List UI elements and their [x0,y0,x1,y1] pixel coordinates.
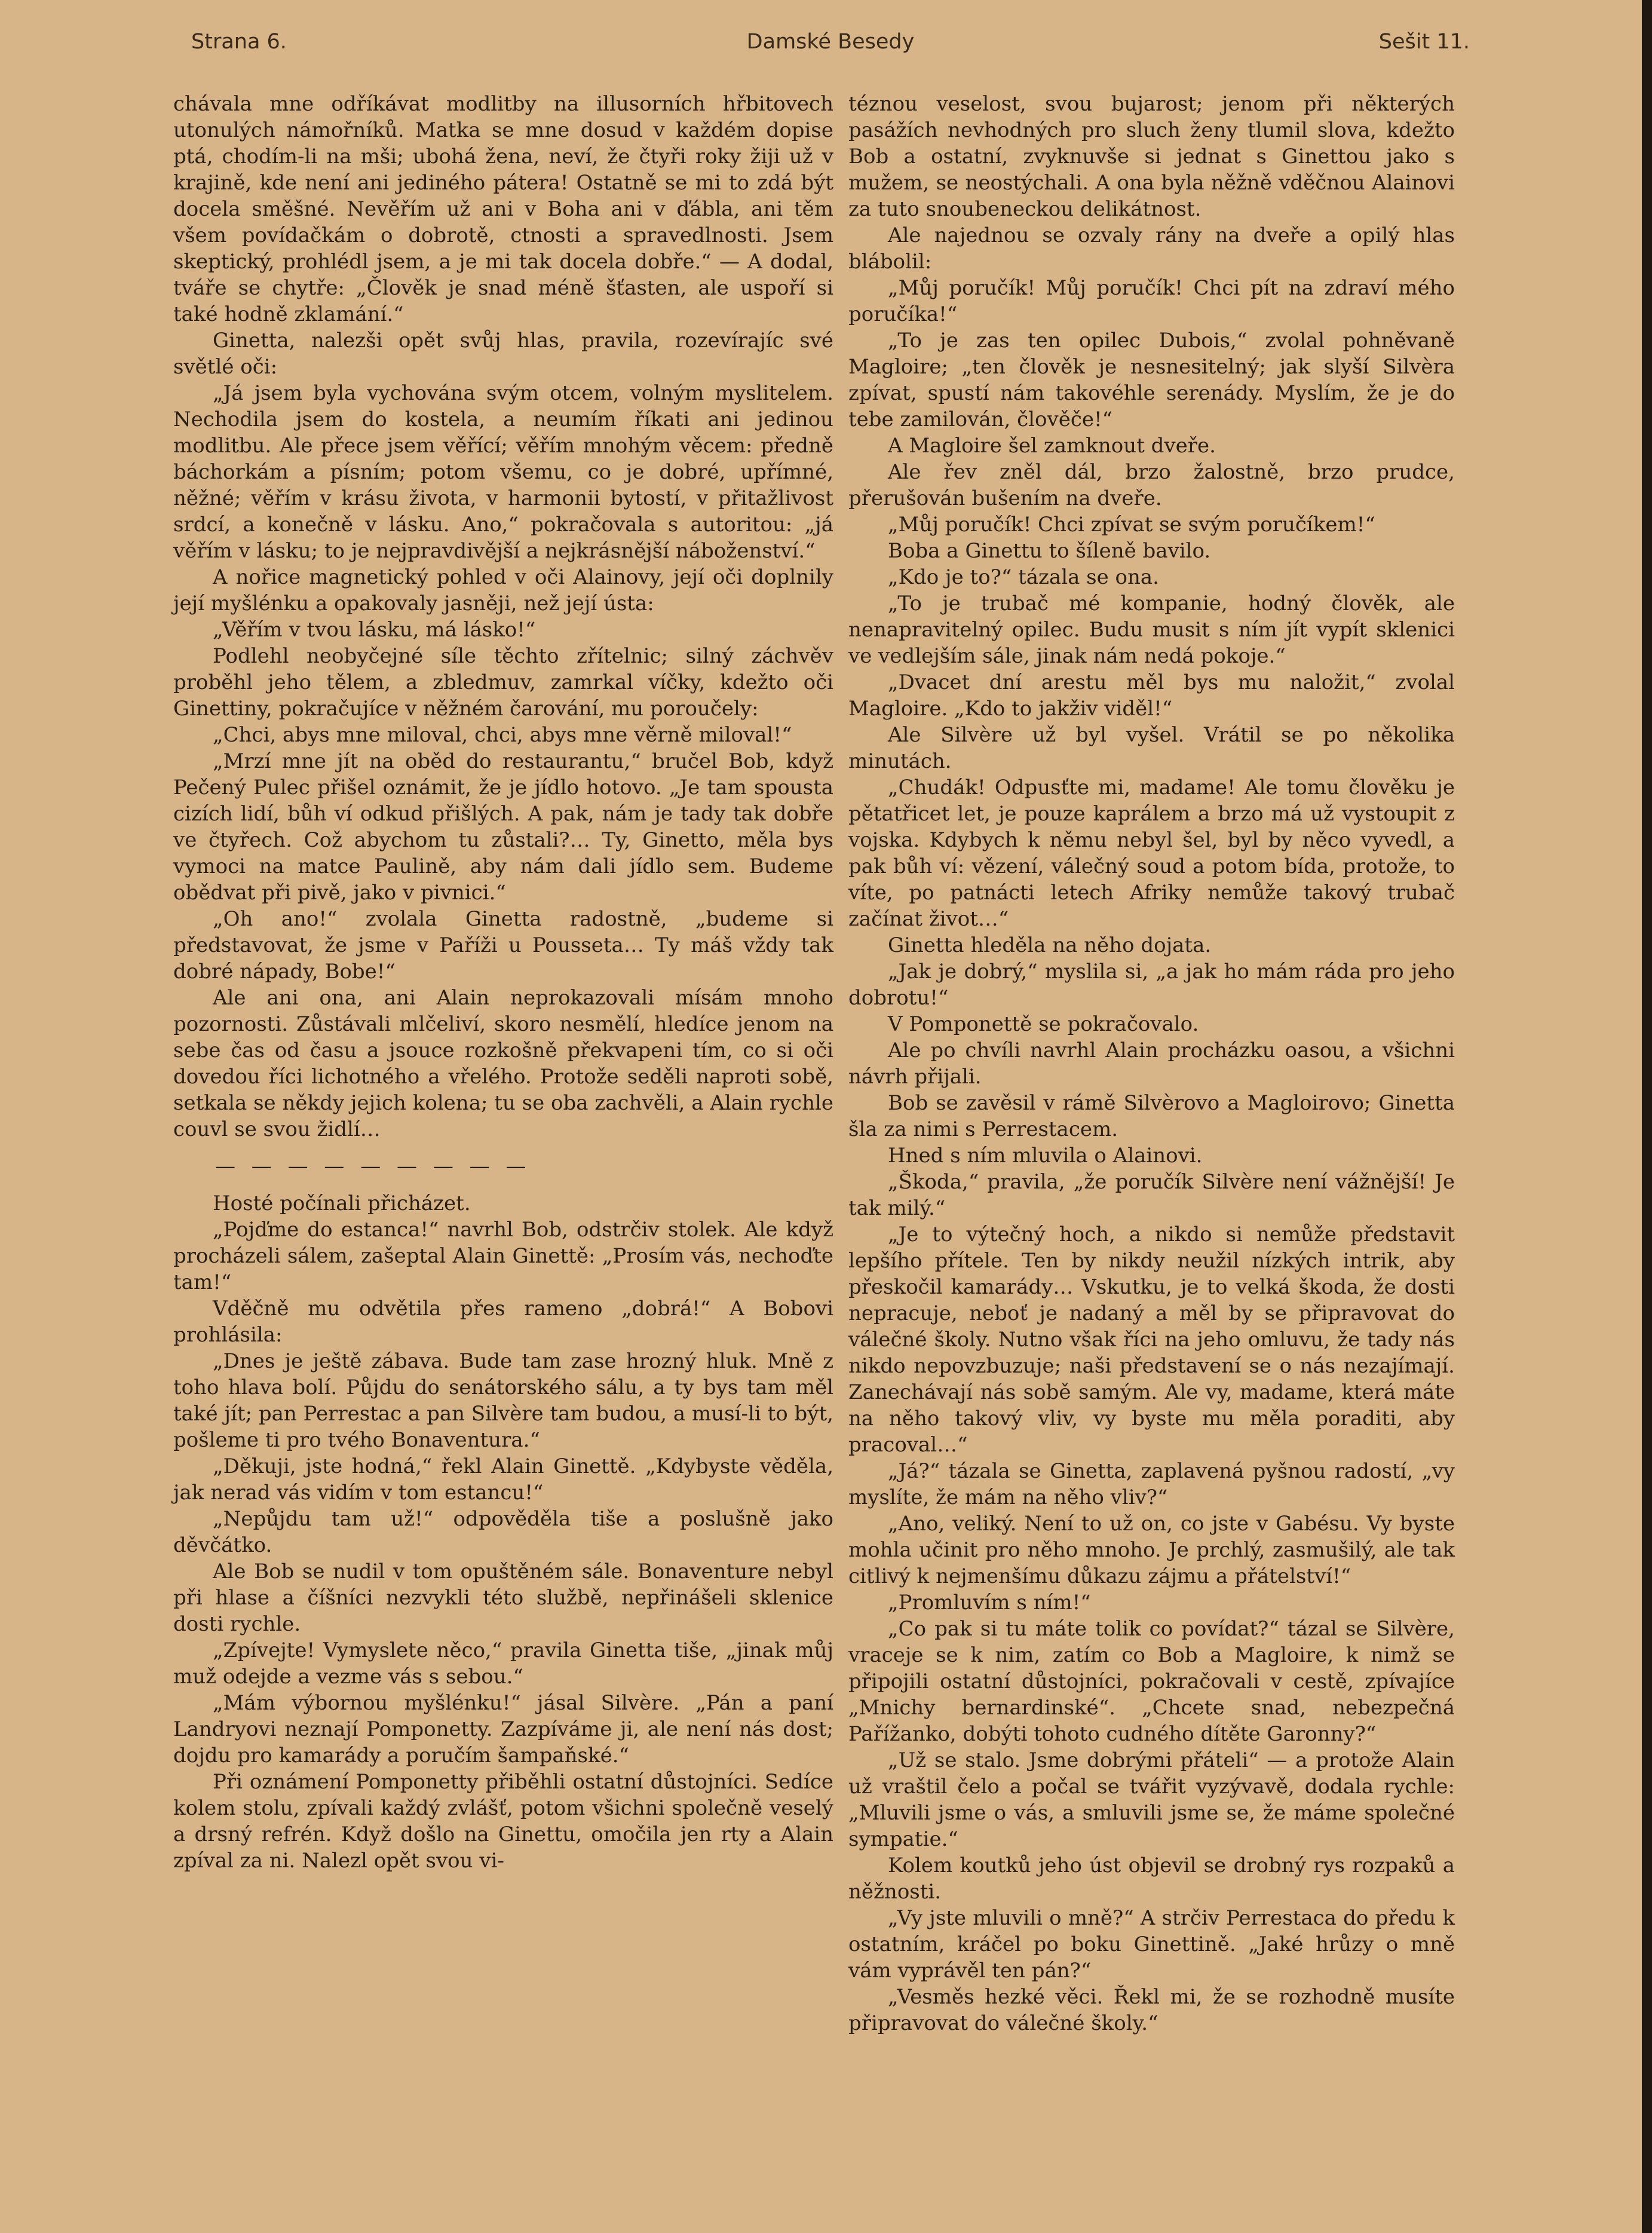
paragraph: „Děkuji, jste hodná,“ řekl Alain Ginettě. „Kdybyste věděla, jak nerad vás vidím v tom estancu!“ [173,1454,833,1505]
paragraph: „Můj poručík! Můj poručík! Chci pít na zdraví mého poručíka!“ [848,276,1455,326]
paragraph: „Chci, abys mne miloval, chci, abys mne věrně miloval!“ [213,723,792,747]
paragraph: chávala mne odříkávat modlitby na illusorních hřbitovech utonulých námořníků. Matka se mne dosud v každém dopise ptá, chodím-li na mši; ubohá žena, neví, že čtyři roky žiji už v krajině, kde není ani jediného pátera! Ostatně se mi to zdá být docela směšné. Nevěřím už ani v Boha ani v ďábla, ani těm všem povídačkám o dobrotě, ctnosti a spravedlnosti. Jsem skeptický, prohlédl jsem, a je mi tak docela dobře.“ — A dodal, tváře se chytře: „Člověk je snad méně šťasten, ale uspoří si také hodně zklamání.“ [173,92,833,326]
paragraph: Podlehl neobyčejné síle těchto zřítelnic; silný záchvěv proběhl jeho tělem, a zbledmuv, zamrkal víčky, kdežto oči Ginettiny, pokračujíce v něžném čarování, mu poroučely: [173,644,833,721]
paragraph: „Já jsem byla vychována svým otcem, volným myslitelem. Nechodila jsem do kostela, a neumím říkati ani jedinou modlitbu. Ale přece jsem věřící; věřím mnohým věcem: předně báchorkám a písním; potom všemu, co je dobré, upřímné, něžné; věřím v krásu života, v harmonii bytostí, v přitažlivost srdcí, a konečně v lásku. Ano,“ pokračovala s autoritou: „já věřím v lásku; to je nejpravdivější a nejkrásnější náboženství.“ [173,381,833,563]
paragraph: Ale najednou se ozvaly rány na dveře a opilý hlas blábolil: [848,223,1455,274]
paragraph: Ale Silvère už byl vyšel. Vrátil se po několika minutách. [848,723,1455,773]
paragraph: Při oznámení Pomponetty přiběhli ostatní důstojníci. Sedíce kolem stolu, zpívali každý zvlášť, potom všichni společně veselý a drsný refrén. Když došlo na Ginettu, omočila jen rty a Alain zpíval za ni. Nalezl opět svou vi- [173,1770,833,1873]
issue-number: Sešit 11. [1378,30,1470,54]
left-column [173,91,833,1874]
paragraph: téznou veselost, svou bujarost; jenom při některých pasážích nevhodných pro sluch ženy tlumil slova, kdežto Bob a ostatní, zvyknuvše si jednat s Ginettou jako s mužem, se neostýchali. A ona byla něžně vděčnou Alainovi za tuto snoubeneckou delikátnost. [848,92,1455,221]
paragraph: „Škoda,“ pravila, „že poručík Silvère není vážnější! Je tak milý.“ [848,1170,1455,1220]
paragraph: Ale ani ona, ani Alain neprokazovali mísám mnoho pozornosti. Zůstávali mlčeliví, skoro nesmělí, hledíce jenom na sebe čas od času a jsouce rozkošně překvapeni tím, co si oči dovedou říci lichotného a vřelého. Protože seděli naproti sobě, setkala se někdy jejich kolena; tu se oba zachvěli, a Alain rychle couvl se svou židlí… [173,986,833,1141]
page-edge [1642,0,1652,2233]
paragraph: Hosté počínali přicházet. [213,1191,471,1215]
page-header [191,30,1470,72]
paragraph: „Já?“ tázala se Ginetta, zaplavená pyšnou radostí, „vy myslíte, že mám na něho vliv?“ [848,1459,1455,1509]
paragraph: „Už se stalo. Jsme dobrými přáteli“ — a protože Alain už vraštil čelo a počal se tvářit vyzývavě, dodala rychle: „Mluvili jsme o vás, a smluvili jsme se, že máme společné sympatie.“ [848,1748,1455,1851]
paragraph: Boba a Ginettu to šíleně bavilo. [888,539,1211,563]
paragraph: „Mrzí mne jít na oběd do restaurantu,“ bručel Bob, když Pečený Pulec přišel oznámit, že je jídlo hotovo. „Je tam spousta cizích lidí, bůh ví odkud přišlých. A pak, nám je tady tak dobře ve čtyřech. Což abychom tu zůstali?… Ty, Ginetto, měla bys vymoci na matce Paulině, aby nám dali jídlo sem. Budeme obědvat při pivě, jako v pivnici.“ [173,749,833,905]
paragraph: „Vy jste mluvili o mně?“ A strčiv Perrestaca do předu k ostatním, kráčel po boku Ginettině. „Jaké hrůzy o mně vám vyprávěl ten pán?“ [848,1906,1455,1983]
paragraph: Ginetta, nalezši opět svůj hlas, pravila, rozevírajíc své světlé oči: [173,329,833,379]
paragraph: „Promluvím s ním!“ [888,1591,1091,1615]
paragraph: Ale po chvíli navrhl Alain procházku oasou, a všichni návrh přijali. [848,1039,1455,1089]
right-column [848,91,1455,2036]
page-number: Strana 6. [191,30,287,54]
paragraph: Ale řev zněl dál, brzo žalostně, brzo prudce, přerušován bušením na dveře. [848,460,1455,510]
paragraph: „Je to výtečný hoch, a nikdo si nemůže představit lepšího přítele. Ten by nikdy neužil nízkých intrik, aby přeskočil kamarády… Vskutku, je to velká škoda, že dosti nepracuje, neboť je nadaný a měl by se připravovat do válečné školy. Nutno však říci na jeho omluvu, že tady nás nikdo nepovzbuzuje; naši představení se o nás nezajímají. Zanechávají nás sobě samým. Ale vy, madame, která máte na něho takový vliv, vy byste mu měla poraditi, aby pracoval…“ [848,1223,1455,1457]
paragraph: V Pomponettě se pokračovalo. [888,1012,1199,1036]
paragraph: A Magloire šel zamknout dveře. [888,434,1216,458]
paragraph: A nořice magnetický pohled v oči Alainovy, její oči doplnily její myšlénku a opakovaly jasněji, než její ústa: [173,565,833,615]
paragraph: „Mám výbornou myšlénku!“ jásal Silvère. „Pán a paní Landryovi neznají Pomponetty. Zazpíváme ji, ale není nás dost; dojdu pro kamarády a poručím šampaňské.“ [173,1691,833,1768]
paragraph: Vděčně mu odvětila přes rameno „dobrá!“ A Bobovi prohlásila: [173,1297,833,1347]
paragraph: Ginetta hleděla na něho dojata. [888,933,1212,957]
paragraph: Ale Bob se nudil v tom opuštěném sále. Bonaventure nebyl při hlase a číšníci nezvykli této službě, nepřinášeli sklenice dosti rychle. [173,1560,833,1636]
section-divider: — — — — — — — — — [215,1154,531,1178]
paragraph: „Dnes je ještě zábava. Bude tam zase hrozný hluk. Mně z toho hlava bolí. Půjdu do senátorského sálu, a ty bys tam měl také jít; pan Perrestac a pan Silvère tam budou, a musí-li to být, pošleme ti pro tvého Bonaventura.“ [173,1349,833,1452]
paragraph: „Chudák! Odpusťte mi, madame! Ale tomu člověku je pětatřicet let, je pouze kaprálem a brzo má už vystoupit z vojska. Kdybych k němu nebyl šel, byl by něco vyvedl, a pak bůh ví: vězení, válečný soud a potom bída, protože, to víte, po patnácti letech Afriky nemůže takový trubač začínat život…“ [848,776,1455,931]
paragraph: „Pojďme do estanca!“ navrhl Bob, odstrčiv stolek. Ale když procházeli sálem, zašeptal Alain Ginettě: „Prosím vás, nechoďte tam!“ [173,1218,833,1294]
paragraph: „Zpívejte! Vymyslete něco,“ pravila Ginetta tiše, „jinak můj muž odejde a vezme vás s sebou.“ [173,1638,833,1689]
paragraph: „Věřím v tvou lásku, má lásko!“ [213,618,536,642]
paragraph: „Jak je dobrý,“ myslila si, „a jak ho mám ráda pro jeho dobrotu!“ [848,960,1455,1010]
paragraph: „To je zas ten opilec Dubois,“ zvolal pohněvaně Magloire; „ten člověk je nesnesitelný; jak slyší Silvèra zpívat, spustí nám takovéhle serenády. Myslím, že je do tebe zamilován, člověče!“ [848,329,1455,431]
paragraph: „Kdo je to?“ tázala se ona. [888,565,1159,589]
magazine-title: Damské Besedy [746,30,915,54]
paragraph: „Můj poručík! Chci zpívat se svým poručíkem!“ [888,513,1375,537]
paragraph: „Nepůjdu tam už!“ odpověděla tiše a poslušně jako děvčátko. [173,1507,833,1557]
paragraph: „To je trubač mé kompanie, hodný člověk, ale nenapravitelný opilec. Budu musit s ním jít vypít sklenici ve vedlejším sále, jinak nám nedá pokoje.“ [848,592,1455,668]
paragraph: „Co pak si tu máte tolik co povídat?“ tázal se Silvère, vraceje se k nim, zatím co Bob a Magloire, k nimž se připojili ostatní důstojníci, pokračovali v cestě, zpívajíce „Mnichy bernardinské“. „Chcete snad, nebezpečná Pařížanko, dobýti tohoto cudného dítěte Garonny?“ [848,1617,1455,1746]
paragraph: Kolem koutků jeho úst objevil se drobný rys rozpaků a něžnosti. [848,1854,1455,1904]
paragraph: Bob se zavěsil v rámě Silvèrovo a Magloirovo; Ginetta šla za nimi s Perrestacem. [848,1091,1455,1141]
paragraph: Hned s ním mluvila o Alainovi. [888,1144,1203,1168]
paragraph: „Ano, veliký. Není to už on, co jste v Gabésu. Vy byste mohla učinit pro něho mnoho. Je prchlý, zasmušilý, ale tak citlivý k nejmenšímu důkazu zájmu a přátelství!“ [848,1512,1455,1588]
paragraph: „Oh ano!“ zvolala Ginetta radostně, „budeme si představovat, že jsme v Paříži u Pousseta… Ty máš vždy tak dobré nápady, Bobe!“ [173,907,833,984]
paragraph: „Dvacet dní arestu měl bys mu naložit,“ zvolal Magloire. „Kdo to jakživ viděl!“ [848,670,1455,721]
paragraph: „Vesměs hezké věci. Řekl mi, že se rozhodně musíte připravovat do válečné školy.“ [848,1985,1455,2035]
